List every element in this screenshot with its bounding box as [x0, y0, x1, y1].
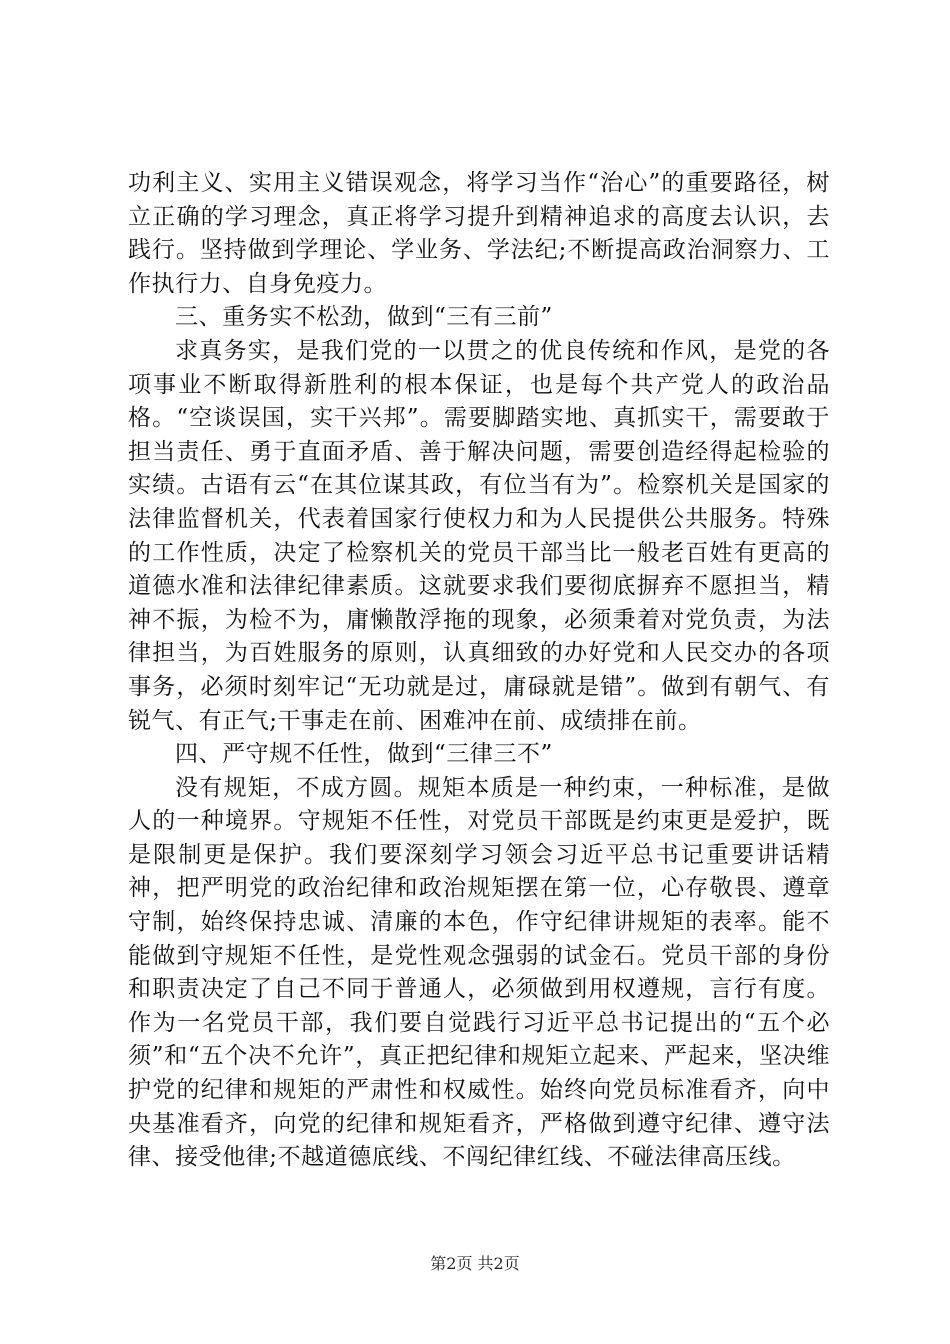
section-heading-four: 四、严守规不任性，做到“三律三不”	[175, 741, 553, 768]
section-heading-three: 三、重务实不松劲，做到“三有三前”	[175, 304, 553, 331]
paragraph-section-four: 没有规矩，不成方圆。规矩本质是一种约束，一种标准，是做人的一种境界。守规矩不任性，对党员干部既是约束更是爱护，既是限制更是保护。我们要深刻学习领会习近平总书记重要讲话精神，把严明党的政治纪律和政治规矩摆在第一位，心存敬畏、遵章守制，始终保持忠诚、清廉的本色，作守纪律讲规矩的表率。能不能做到守规矩不任性，是党性观念强弱的试金石。党员干部的身份和职责决定了自己不同于普通人，必须做到用权遵规，言行有度。作为一名党员干部，我们要自觉践行习近平总书记提出的“五个必须”和“五个决不允许”，真正把纪律和规矩立起来、严起来，坚决维护党的纪律和规矩的严肃性和权威性。始终向党员标准看齐，向中央基准看齐，向党的纪律和规矩看齐，严格做到遵守纪律、遵守法律、接受他律;不越道德底线、不闯纪律红线、不碰法律高压线。	[128, 774, 830, 1171]
paragraph-section-three: 求真务实，是我们党的一以贯之的优良传统和作风，是党的各项事业不断取得新胜利的根本保证，也是每个共产党人的政治品格。“空谈误国，实干兴邦”。需要脚踏实地、真抓实干，需要敢于担当责任、勇于直面矛盾、善于解决问题，需要创造经得起检验的实绩。古语有云“在其位谋其政，有位当有为”。检察机关是国家的法律监督机关，代表着国家行使权力和为人民提供公共服务。特殊的工作性质，决定了检察机关的党员干部当比一般老百姓有更高的道德水准和法律纪律素质。这就要求我们要彻底摒弃不愿担当，精神不振，为检不为，庸懒散浮拖的现象，必须秉着对党负责，为法律担当，为百姓服务的原则，认真细致的办好党和人民交办的各项事务，必须时刻牢记“无功就是过，庸碌就是错”。做到有朝气、有锐气、有正气;干事走在前、困难冲在前、成绩排在前。	[128, 337, 830, 734]
document-body	[128, 167, 830, 1175]
paragraph-continuation: 功利主义、实用主义错误观念，将学习当作“治心”的重要路径，树立正确的学习理念，真正将学习提升到精神追求的高度去认识，去践行。坚持做到学理论、学业务、学法纪;不断提高政治洞察力、工作执行力、自身免疫力。	[128, 170, 830, 297]
page-footer: 第2页 共2页	[430, 1254, 520, 1273]
